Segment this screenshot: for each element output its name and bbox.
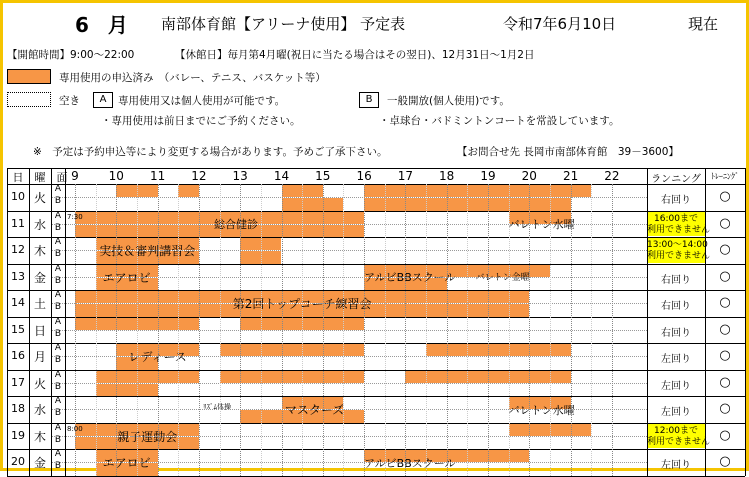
grid-line [65, 168, 66, 476]
row-weekday: 土 [33, 297, 46, 311]
hour-label: 12 [191, 169, 207, 183]
row-day: 15 [11, 322, 25, 336]
running-direction: 右回り [661, 327, 691, 339]
event-label: 第2回トップコーチ練習会 [232, 297, 372, 312]
col-header-day: 日 [12, 171, 24, 184]
training-available: ○ [719, 427, 731, 443]
legend-free-swatch [7, 92, 51, 107]
row-weekday: 火 [33, 191, 46, 205]
col-header-running: ランニング [651, 174, 701, 185]
booked-bar [426, 344, 571, 356]
event-label: アルビBBスクール [364, 271, 456, 285]
row-day: 12 [11, 243, 25, 256]
grid-line [51, 330, 647, 331]
grid-line [199, 184, 200, 476]
grid-line [51, 277, 647, 278]
row-day: 16 [11, 349, 25, 362]
running-direction: 右回り [661, 274, 691, 286]
booked-bar [178, 185, 199, 197]
row-weekday: 日 [33, 323, 46, 338]
training-available: ○ [719, 454, 731, 469]
grid-line [647, 168, 648, 476]
grid-line [550, 184, 551, 476]
running-direction: 左回り [661, 407, 691, 418]
grid-line [51, 383, 647, 384]
row-day: 17 [11, 375, 25, 389]
booked-bar [282, 198, 344, 210]
grid-line [745, 168, 746, 476]
row-court-b: B [54, 381, 62, 392]
grid-line [7, 396, 745, 397]
row-day: 20 [11, 455, 25, 468]
event-label: 実技＆審判講習会 [99, 244, 196, 259]
row-court-a: A [54, 316, 62, 327]
grid-line [178, 184, 179, 476]
booked-bar [364, 185, 591, 197]
page-title: 南部体育館【アリーナ使用】 予定表 [161, 15, 406, 33]
closed-days: 【休館日】毎月第4月曜(祝日に当たる場合はその翌日)、12月31日～1月2日 [175, 49, 535, 61]
row-court-b: B [54, 302, 62, 313]
booked-bar [220, 344, 365, 356]
running-direction: 左回り [661, 380, 691, 392]
legend-key-a: A [93, 92, 113, 108]
hour-label: 10 [108, 169, 124, 183]
row-court-b: B [54, 434, 62, 445]
event-label: エアロビ [102, 270, 151, 285]
grid-line [7, 343, 745, 344]
grid-line [705, 168, 706, 476]
grid-line [7, 449, 745, 450]
grid-line [405, 184, 406, 476]
row-day: 14 [11, 296, 25, 309]
row-court-b: B [54, 249, 62, 260]
grid-line [7, 423, 745, 424]
grid-line [7, 476, 745, 477]
event-label: バレトン水曜 [508, 218, 575, 232]
grid-line [7, 264, 745, 265]
hour-label: 15 [315, 169, 331, 183]
col-header-training: ﾄﾚｰﾆﾝｸﾞ [711, 172, 739, 181]
as-of-label: 現在 [688, 15, 719, 33]
hour-label: 16 [356, 169, 372, 183]
grid-line [509, 184, 510, 476]
grid-line [612, 184, 613, 476]
grid-line [51, 462, 647, 463]
hour-label: 20 [521, 169, 537, 183]
legend-booked-swatch [7, 69, 51, 84]
grid-line [116, 184, 117, 476]
running-note: 13:00～14:00 利用できません [647, 240, 711, 261]
row-court-a: A [54, 263, 62, 274]
grid-line [240, 184, 241, 476]
event-label: エアロビ [102, 456, 151, 471]
row-court-a: A [54, 184, 62, 194]
grid-line [426, 184, 427, 476]
grid-line [51, 250, 647, 251]
row-court-b: B [54, 196, 62, 207]
event-label-small: ﾘｽﾞﾑ体操 [203, 403, 232, 411]
training-available: ○ [719, 401, 731, 416]
row-court-a: A [54, 237, 62, 247]
grid-line [51, 356, 647, 357]
grid-line [7, 317, 745, 318]
col-header-weekday: 曜 [34, 171, 46, 184]
hour-label: 17 [397, 169, 414, 183]
legend-booked-label: 専用使用の申込済み （バレー、テニス、バスケット等） [59, 72, 326, 84]
open-hours: 【開館時間】9:00～22:00 [7, 49, 135, 61]
row-court-a: A [54, 449, 62, 459]
row-weekday: 水 [33, 217, 46, 232]
grid-line [96, 184, 97, 476]
event-label: 親子運動会 [117, 429, 178, 444]
row-day: 13 [11, 269, 25, 283]
notice: ※ 予定は予約申込等により変更する場合があります。予めご了承下さい。 [33, 146, 388, 158]
row-court-a: A [54, 210, 62, 221]
row-weekday: 水 [33, 403, 46, 417]
grid-line [75, 184, 76, 476]
grid-line [467, 184, 468, 476]
running-direction: 右回り [661, 195, 691, 206]
grid-line [7, 290, 745, 291]
event-label: マスターズ [284, 403, 345, 418]
training-available: ○ [719, 189, 731, 204]
event-start-time: 8:00 [67, 424, 83, 433]
row-court-a: A [54, 396, 62, 406]
event-label: アルビBBスクール [364, 456, 456, 470]
hour-label: 22 [604, 169, 620, 183]
as-of-date: 令和7年6月10日 [503, 15, 617, 33]
grid-line [7, 370, 745, 371]
row-weekday: 金 [33, 270, 46, 285]
row-day: 18 [11, 402, 25, 415]
row-court-a: A [54, 422, 62, 433]
row-weekday: 木 [33, 244, 46, 258]
grid-line [7, 168, 745, 169]
row-weekday: 月 [33, 350, 46, 364]
event-label: バレトン水曜 [508, 403, 575, 417]
grid-line [7, 211, 745, 212]
row-weekday: 火 [33, 376, 46, 391]
hour-label: 19 [480, 169, 496, 183]
grid-line [529, 184, 530, 476]
row-court-b: B [54, 275, 62, 286]
training-available: ○ [719, 268, 731, 284]
legend-key-b-note: ・卓球台・バドミントンコートを常設しています。 [379, 115, 620, 127]
grid-line [51, 409, 647, 410]
grid-line [364, 184, 365, 476]
training-available: ○ [719, 374, 731, 390]
grid-line [7, 184, 745, 185]
row-court-b: B [54, 461, 62, 472]
event-label: 総合健診 [214, 218, 259, 232]
running-direction: 左回り [661, 460, 691, 471]
training-available: ○ [719, 348, 731, 363]
grid-line [261, 184, 262, 476]
row-court-b: B [54, 328, 62, 339]
row-court-b: B [54, 222, 62, 233]
booked-bar [220, 371, 365, 383]
hour-label: 14 [273, 169, 290, 183]
hour-label: 9 [71, 169, 79, 183]
legend-key-a-note: ・専用使用は前日までにご予約ください。 [101, 115, 301, 127]
contact: 【お問合せ先 長岡市南部体育館 39－3600】 [457, 146, 679, 158]
grid-line [282, 184, 283, 476]
legend-key-b: B [359, 92, 379, 108]
grid-line [591, 184, 592, 476]
booked-bar [96, 371, 199, 383]
running-note: 12:00まで 利用できません [647, 425, 711, 447]
grid-line [51, 224, 647, 225]
training-available: ○ [719, 321, 731, 337]
month-title: 6 月 [75, 13, 134, 37]
hour-label: 21 [562, 169, 579, 183]
running-direction: 左回り [661, 354, 691, 365]
col-header-court: 面 [56, 171, 68, 184]
row-court-a: A [54, 290, 62, 300]
event-label: レディース [128, 350, 187, 365]
row-court-a: A [54, 369, 62, 380]
row-court-a: A [54, 343, 62, 353]
row-court-b: B [54, 408, 62, 419]
row-day: 19 [11, 428, 25, 442]
row-day: 11 [11, 216, 25, 230]
grid-line [51, 197, 647, 198]
grid-line [385, 184, 386, 476]
row-court-b: B [54, 355, 62, 366]
grid-line [447, 184, 448, 476]
grid-line [137, 184, 138, 476]
grid-line [51, 168, 52, 476]
grid-line [571, 184, 572, 476]
event-start-time: 7:30 [67, 212, 83, 221]
training-available: ○ [719, 295, 731, 310]
legend-key-b-label: 一般開放(個人使用)です。 [387, 95, 510, 107]
training-available: ○ [719, 242, 731, 257]
training-available: ○ [719, 215, 731, 231]
grid-line [302, 184, 303, 476]
running-note: 16:00まで 利用できません [647, 213, 711, 235]
grid-line [51, 303, 647, 304]
row-weekday: 木 [33, 429, 46, 444]
row-day: 10 [11, 190, 25, 203]
hour-label: 18 [439, 169, 455, 183]
grid-line [29, 168, 30, 476]
grid-line [7, 168, 8, 476]
grid-line [323, 184, 324, 476]
legend-free-label: 空き [59, 95, 80, 107]
event-label: バレトン金曜 [475, 273, 530, 284]
grid-line [51, 436, 647, 437]
grid-line [158, 184, 159, 476]
row-weekday: 金 [33, 456, 46, 470]
grid-line [7, 237, 745, 238]
running-direction: 右回り [661, 301, 691, 312]
legend-key-a-label: 専用使用又は個人使用が可能です。 [118, 95, 286, 107]
grid-line [488, 184, 489, 476]
booked-bar [96, 384, 158, 396]
grid-line [343, 184, 344, 476]
hour-label: 13 [232, 169, 248, 183]
grid-line [220, 184, 221, 476]
hour-label: 11 [149, 169, 166, 183]
